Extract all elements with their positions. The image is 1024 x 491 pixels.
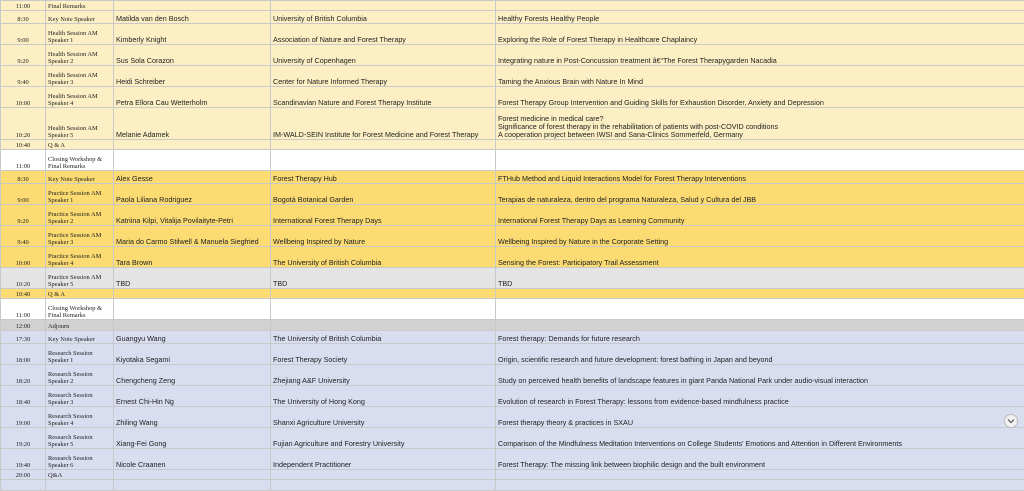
affiliation-cell[interactable]: Forest Therapy Society — [271, 344, 496, 365]
time-cell[interactable]: 18:40 — [1, 386, 46, 407]
title-cell[interactable] — [496, 289, 1024, 299]
scroll-down-button[interactable] — [1004, 414, 1018, 428]
title-cell[interactable]: Forest Therapy Group Intervention and Guiding Skills for Exhaustion Disorder, Anxiety and Depression — [496, 87, 1024, 108]
schedule-row — [1, 45, 1024, 66]
schedule-row — [1, 299, 1024, 320]
speaker-cell[interactable]: Chengcheng Zeng — [114, 365, 271, 386]
schedule-row — [1, 171, 1024, 184]
affiliation-cell[interactable] — [271, 289, 496, 299]
session-cell[interactable]: Key Note Speaker — [46, 171, 114, 184]
title-cell[interactable]: Taming the Anxious Brain with Nature In Mind — [496, 66, 1024, 87]
schedule-row — [1, 344, 1024, 365]
speaker-cell[interactable]: Petra Ellora Cau Wetterholm — [114, 87, 271, 108]
title-cell[interactable]: Sensing the Forest: Participatory Trail Assessment — [496, 247, 1024, 268]
affiliation-cell[interactable]: Fujian Agriculture and Forestry University — [271, 428, 496, 449]
schedule-row — [1, 140, 1024, 150]
title-cell[interactable] — [496, 320, 1024, 331]
affiliation-cell[interactable] — [271, 320, 496, 331]
schedule-row — [1, 449, 1024, 470]
time-cell[interactable]: 19:40 — [1, 449, 46, 470]
session-cell[interactable]: Key Note Speaker — [46, 331, 114, 344]
session-cell[interactable]: Key Note Speaker — [46, 11, 114, 24]
title-cell[interactable]: Forest medicine in medical care? Significance of forest therapy in the rehabilitation of patients with post-COVID conditions A cooperation project between IWSI and Sana-Clinics Sommerfeld, Germany — [496, 108, 1024, 140]
affiliation-cell[interactable]: Shanxi Agriculture University — [271, 407, 496, 428]
title-cell[interactable]: Forest therapy theory & practices in SXAU — [496, 407, 1024, 428]
time-cell[interactable]: 12:00 — [1, 320, 46, 331]
affiliation-cell[interactable]: Independent Practitioner — [271, 449, 496, 470]
affiliation-cell[interactable]: International Forest Therapy Days — [271, 205, 496, 226]
speaker-cell[interactable]: Sus Sola Corazon — [114, 45, 271, 66]
affiliation-cell[interactable] — [271, 140, 496, 150]
schedule-row — [1, 184, 1024, 205]
speaker-cell[interactable] — [114, 299, 271, 320]
time-cell[interactable]: 9:20 — [1, 45, 46, 66]
schedule-row — [1, 226, 1024, 247]
schedule-row — [1, 386, 1024, 407]
title-cell[interactable]: Terapias de naturaleza, dentro del programa Naturaleza, Salud y Cultura del JBB — [496, 184, 1024, 205]
session-cell[interactable]: Practice Session AM Speaker 4 — [46, 247, 114, 268]
affiliation-cell[interactable] — [271, 299, 496, 320]
speaker-cell[interactable]: Tara Brown — [114, 247, 271, 268]
speaker-cell[interactable] — [114, 470, 271, 480]
affiliation-cell[interactable] — [271, 480, 496, 491]
time-cell[interactable]: 10:00 — [1, 87, 46, 108]
schedule-row — [1, 268, 1024, 289]
title-cell[interactable]: Forest Therapy: The missing link between biophilic design and the built environment — [496, 449, 1024, 470]
session-cell[interactable]: Research Session Speaker 5 — [46, 428, 114, 449]
affiliation-cell[interactable] — [271, 150, 496, 171]
session-cell[interactable]: Practice Session AM Speaker 3 — [46, 226, 114, 247]
time-cell[interactable]: 10:00 — [1, 247, 46, 268]
title-cell[interactable]: Healthy Forests Healthy People — [496, 11, 1024, 24]
speaker-cell[interactable]: Maria do Carmo Stilwell & Manuela Siegfried — [114, 226, 271, 247]
session-cell[interactable] — [46, 480, 114, 491]
title-cell[interactable] — [496, 150, 1024, 171]
time-cell[interactable]: 11:00 — [1, 1, 46, 11]
session-cell[interactable]: Health Session AM Speaker 3 — [46, 66, 114, 87]
title-cell[interactable] — [496, 299, 1024, 320]
schedule-row — [1, 365, 1024, 386]
schedule-row — [1, 66, 1024, 87]
affiliation-cell[interactable]: TBD — [271, 268, 496, 289]
session-cell[interactable]: Health Session AM Speaker 5 — [46, 108, 114, 140]
time-cell[interactable]: 8:30 — [1, 171, 46, 184]
speaker-cell[interactable] — [114, 1, 271, 11]
affiliation-cell[interactable]: Scandinavian Nature and Forest Therapy Institute — [271, 87, 496, 108]
title-cell[interactable]: Evolution of research in Forest Therapy: lessons from evidence-based mindfulness practice — [496, 386, 1024, 407]
affiliation-cell[interactable]: University of Copenhagen — [271, 45, 496, 66]
schedule-row — [1, 87, 1024, 108]
session-cell[interactable]: Closing Workshop & Final Remarks — [46, 150, 114, 171]
title-cell[interactable]: International Forest Therapy Days as Learning Community — [496, 205, 1024, 226]
time-cell[interactable]: 10:40 — [1, 140, 46, 150]
session-cell[interactable]: Practice Session AM Speaker 2 — [46, 205, 114, 226]
schedule-row — [1, 11, 1024, 24]
schedule-row — [1, 428, 1024, 449]
affiliation-cell[interactable]: The University of British Columbia — [271, 247, 496, 268]
session-cell[interactable]: Research Session Speaker 2 — [46, 365, 114, 386]
schedule-row — [1, 331, 1024, 344]
session-cell[interactable]: Research Session Speaker 3 — [46, 386, 114, 407]
session-cell[interactable]: Research Session Speaker 6 — [46, 449, 114, 470]
title-cell[interactable] — [496, 480, 1024, 491]
affiliation-cell[interactable]: Forest Therapy Hub — [271, 171, 496, 184]
speaker-cell[interactable]: Heidi Schreiber — [114, 66, 271, 87]
session-cell[interactable]: Q & A — [46, 289, 114, 299]
speaker-cell[interactable] — [114, 320, 271, 331]
speaker-cell[interactable]: Guangyu Wang — [114, 331, 271, 344]
time-cell[interactable]: 11:00 — [1, 150, 46, 171]
session-cell[interactable]: Health Session AM Speaker 4 — [46, 87, 114, 108]
session-cell[interactable]: Health Session AM Speaker 1 — [46, 24, 114, 45]
time-cell[interactable]: 9:40 — [1, 226, 46, 247]
session-cell[interactable]: Practice Session AM Speaker 5 — [46, 268, 114, 289]
session-cell[interactable]: Research Session Speaker 1 — [46, 344, 114, 365]
title-cell[interactable]: Forest therapy: Demands for future research — [496, 331, 1024, 344]
speaker-cell[interactable]: Alex Gesse — [114, 171, 271, 184]
schedule-body — [1, 1, 1024, 491]
time-cell[interactable] — [1, 480, 46, 491]
title-cell[interactable]: FTHub Method and Liquid Interactions Model for Forest Therapy Interventions — [496, 171, 1024, 184]
time-cell[interactable]: 8:30 — [1, 11, 46, 24]
title-cell[interactable]: TBD — [496, 268, 1024, 289]
speaker-cell[interactable]: Paola Liliana Rodriguez — [114, 184, 271, 205]
schedule-row — [1, 480, 1024, 491]
schedule-row — [1, 205, 1024, 226]
affiliation-cell[interactable] — [271, 470, 496, 480]
title-cell[interactable] — [496, 1, 1024, 11]
session-cell[interactable]: Final Remarks — [46, 1, 114, 11]
time-cell[interactable]: 9:00 — [1, 24, 46, 45]
title-cell[interactable] — [496, 140, 1024, 150]
schedule-row — [1, 289, 1024, 299]
time-cell[interactable]: 10:20 — [1, 268, 46, 289]
speaker-cell[interactable] — [114, 150, 271, 171]
session-cell[interactable]: Health Session AM Speaker 2 — [46, 45, 114, 66]
schedule-row — [1, 150, 1024, 171]
affiliation-cell[interactable]: Wellbeing Inspired by Nature — [271, 226, 496, 247]
session-cell[interactable]: Q & A — [46, 140, 114, 150]
speaker-cell[interactable]: Katriina Kilpi, Vitalija Povilaityte-Petri — [114, 205, 271, 226]
speaker-cell[interactable]: Zhiling Wang — [114, 407, 271, 428]
affiliation-cell[interactable] — [271, 1, 496, 11]
scroll-down-icon — [1007, 417, 1015, 425]
affiliation-cell[interactable]: Center for Nature Informed Therapy — [271, 66, 496, 87]
time-cell[interactable]: 18:20 — [1, 365, 46, 386]
time-cell[interactable]: 9:40 — [1, 66, 46, 87]
affiliation-cell[interactable]: University of British Columbia — [271, 11, 496, 24]
title-cell[interactable] — [496, 470, 1024, 480]
session-cell[interactable]: Research Session Speaker 4 — [46, 407, 114, 428]
affiliation-cell[interactable]: Zhejiang A&F University — [271, 365, 496, 386]
session-cell[interactable]: Closing Workshop & Final Remarks — [46, 299, 114, 320]
session-cell[interactable]: Adjourn — [46, 320, 114, 331]
affiliation-cell[interactable]: Bogotá Botanical Garden — [271, 184, 496, 205]
time-cell[interactable]: 9:00 — [1, 184, 46, 205]
time-cell[interactable]: 9:20 — [1, 205, 46, 226]
time-cell[interactable]: 11:00 — [1, 299, 46, 320]
schedule-row — [1, 407, 1024, 428]
time-cell[interactable]: 20:00 — [1, 470, 46, 480]
title-cell[interactable]: Study on perceived health benefits of landscape features in giant Panda National Park under audio-visual interaction — [496, 365, 1024, 386]
title-cell[interactable]: Wellbeing Inspired by Nature in the Corporate Setting — [496, 226, 1024, 247]
speaker-cell[interactable] — [114, 480, 271, 491]
title-cell[interactable]: Integrating nature in Post-Concussion treatment â€“The Forest Therapygarden Nacadia — [496, 45, 1024, 66]
speaker-cell[interactable]: Nicole Craanen — [114, 449, 271, 470]
schedule-row — [1, 470, 1024, 480]
schedule-row — [1, 320, 1024, 331]
speaker-cell[interactable]: Xiang-Fei Gong — [114, 428, 271, 449]
schedule-row — [1, 1, 1024, 11]
session-cell[interactable]: Q&A — [46, 470, 114, 480]
schedule-row — [1, 108, 1024, 140]
schedule-row — [1, 247, 1024, 268]
affiliation-cell[interactable]: IM-WALD-SEIN Institute for Forest Medicine and Forest Therapy — [271, 108, 496, 140]
speaker-cell[interactable]: TBD — [114, 268, 271, 289]
title-cell[interactable]: Comparison of the Mindfulness Meditation Interventions on College Students' Emotions and Attention in Different Environments — [496, 428, 1024, 449]
time-cell[interactable]: 18:00 — [1, 344, 46, 365]
time-cell[interactable]: 19:20 — [1, 428, 46, 449]
time-cell[interactable]: 19:00 — [1, 407, 46, 428]
speaker-cell[interactable]: Ernest Chi-Hin Ng — [114, 386, 271, 407]
speaker-cell[interactable] — [114, 140, 271, 150]
title-cell[interactable]: Origin, scientific research and future development: forest bathing in Japan and beyond — [496, 344, 1024, 365]
schedule-row — [1, 24, 1024, 45]
affiliation-cell[interactable]: The University of British Columbia — [271, 331, 496, 344]
speaker-cell[interactable]: Melanie Adamek — [114, 108, 271, 140]
affiliation-cell[interactable]: The University of Hong Kong — [271, 386, 496, 407]
speaker-cell[interactable]: Kimberly Knight — [114, 24, 271, 45]
time-cell[interactable]: 10:20 — [1, 108, 46, 140]
speaker-cell[interactable] — [114, 289, 271, 299]
time-cell[interactable]: 10:40 — [1, 289, 46, 299]
time-cell[interactable]: 17:30 — [1, 331, 46, 344]
affiliation-cell[interactable]: Association of Nature and Forest Therapy — [271, 24, 496, 45]
session-cell[interactable]: Practice Session AM Speaker 1 — [46, 184, 114, 205]
title-cell[interactable]: Exploring the Role of Forest Therapy in Healthcare Chaplaincy — [496, 24, 1024, 45]
speaker-cell[interactable]: Kiyotaka Segami — [114, 344, 271, 365]
speaker-cell[interactable]: Matilda van den Bosch — [114, 11, 271, 24]
